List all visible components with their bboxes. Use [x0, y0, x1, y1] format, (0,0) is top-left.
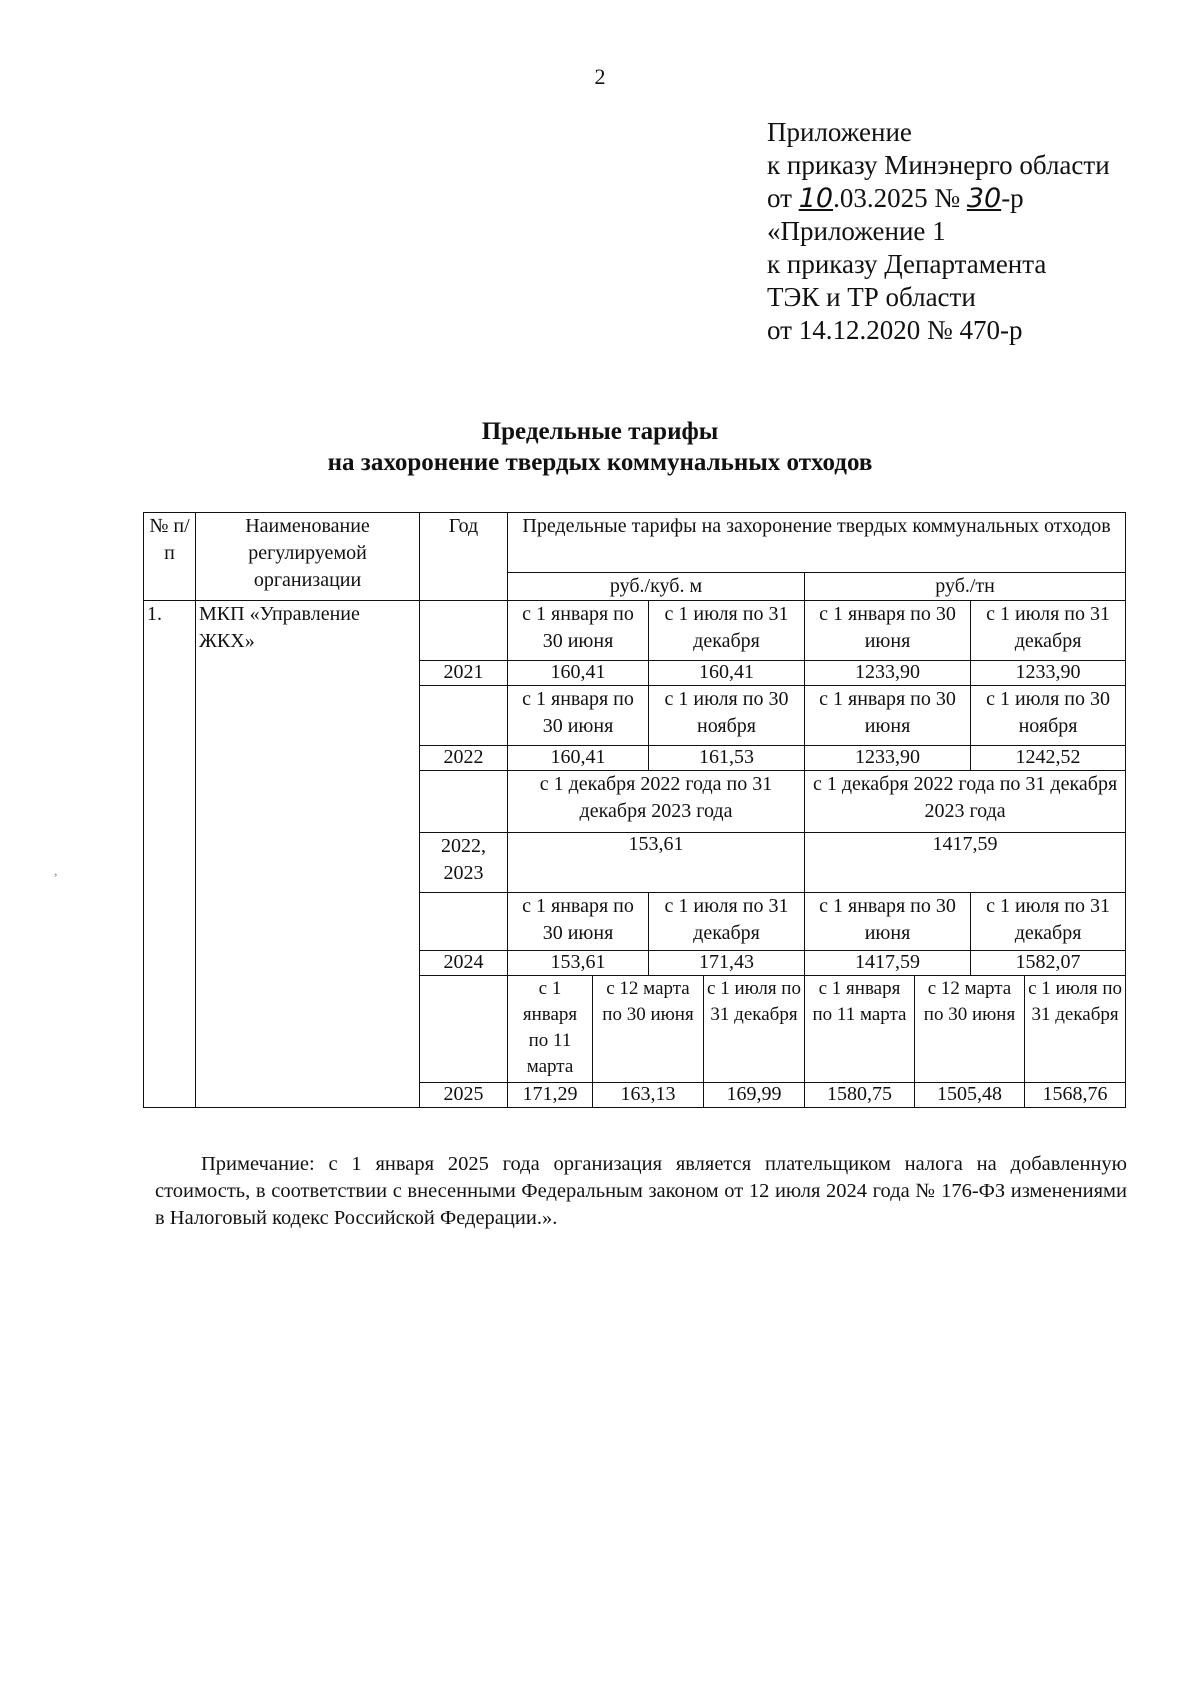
tariff-value: 169,99	[704, 1083, 805, 1108]
header-year: Год	[420, 513, 508, 601]
period-year-blank	[420, 686, 508, 746]
title-line: на захоронение твердых коммунальных отходов	[327, 449, 873, 476]
tariff-value: 160,41	[508, 746, 649, 771]
year-cell: 2022, 2023	[420, 833, 508, 893]
year-cell: 2021	[420, 661, 508, 686]
tariff-value: 1233,90	[805, 746, 971, 771]
period-cell: с 1 июля по 31 декабря	[704, 976, 805, 1083]
header-unit-m3: руб./куб. м	[508, 573, 805, 601]
period-cell: с 1 июля по 30 ноября	[971, 686, 1126, 746]
period-cell: с 1 июля по 31 декабря	[971, 601, 1126, 661]
row-number: 1.	[144, 601, 196, 1108]
tariff-value: 1505,48	[915, 1083, 1025, 1108]
organization-name: МКП «Управление ЖКХ»	[196, 601, 420, 1108]
date-rest: .03.2025 №	[833, 183, 967, 213]
period-cell: с 1 января по 30 июня	[805, 893, 971, 951]
period-cell: с 1 июля по 30 ноября	[649, 686, 805, 746]
tariff-value: 1582,07	[971, 951, 1126, 976]
period-cell: с 1 декабря 2022 года по 31 декабря 2023 года	[508, 771, 805, 833]
appendix-line: Приложение	[767, 117, 912, 147]
tariff-value: 1233,90	[971, 661, 1126, 686]
handwritten-day: 10	[798, 183, 834, 214]
appendix-line: к приказу Департамента	[767, 249, 1047, 279]
appendix-date-line	[767, 182, 1110, 215]
period-cell: с 12 марта по 30 июня	[593, 976, 704, 1083]
period-cell: с 1 января по 30 июня	[508, 601, 649, 661]
tariff-value: 1417,59	[805, 833, 1126, 893]
period-cell: с 1 января по 30 июня	[508, 686, 649, 746]
header-tariffs: Предельные тарифы на захоронение твердых коммунальных отходов	[508, 513, 1126, 573]
period-cell: с 1 января по 30 июня	[508, 893, 649, 951]
tariff-value: 1233,90	[805, 661, 971, 686]
page-number: 2	[594, 64, 606, 89]
tariff-value: 1580,75	[805, 1083, 915, 1108]
period-cell: с 1 июля по 31 декабря	[649, 893, 805, 951]
tariff-value: 1417,59	[805, 951, 971, 976]
period-cell: с 1 декабря 2022 года по 31 декабря 2023 года	[805, 771, 1126, 833]
scan-mark: ,	[54, 864, 58, 879]
handwritten-number: 30	[966, 183, 1002, 214]
tariff-value: 160,41	[649, 661, 805, 686]
appendix-line: от 14.12.2020 № 470-р	[767, 315, 1023, 345]
period-cell: с 1 июля по 31 декабря	[971, 893, 1126, 951]
period-cell: с 1 января по 11 марта	[508, 976, 593, 1083]
year-cell: 2022	[420, 746, 508, 771]
period-year-blank	[420, 893, 508, 951]
period-cell: с 1 июля по 31 декабря	[1025, 976, 1126, 1083]
period-cell: с 1 июля по 31 декабря	[649, 601, 805, 661]
year-cell: 2025	[420, 1083, 508, 1108]
tariff-value: 153,61	[508, 951, 649, 976]
appendix-line: ТЭК и ТР области	[767, 282, 976, 312]
tariff-value: 1568,76	[1025, 1083, 1126, 1108]
period-cell: с 12 марта по 30 июня	[915, 976, 1025, 1083]
appendix-block	[767, 116, 1110, 347]
tariff-value: 171,43	[649, 951, 805, 976]
tariff-value: 163,13	[593, 1083, 704, 1108]
tariff-value: 1242,52	[971, 746, 1126, 771]
period-year-blank	[420, 601, 508, 661]
tariff-value: 160,41	[508, 661, 649, 686]
period-year-blank	[420, 976, 508, 1083]
document-title	[0, 416, 1200, 478]
header-unit-t: руб./тн	[805, 573, 1126, 601]
appendix-line: «Приложение 1	[767, 216, 946, 246]
period-cell: с 1 января по 30 июня	[805, 601, 971, 661]
header-number: № п/п	[144, 513, 196, 601]
period-cell: с 1 января по 11 марта	[805, 976, 915, 1083]
tariff-value: 161,53	[649, 746, 805, 771]
title-line: Предельные тарифы	[481, 418, 719, 445]
appendix-line: к приказу Минэнерго области	[767, 150, 1110, 180]
tariff-value: 153,61	[508, 833, 805, 893]
year-cell: 2024	[420, 951, 508, 976]
number-suffix: -р	[1001, 183, 1024, 213]
header-organization: Наименование регулируемой организации	[196, 513, 420, 601]
period-year-blank	[420, 771, 508, 833]
date-prefix: от	[767, 183, 799, 213]
tariff-value: 171,29	[508, 1083, 593, 1108]
tariffs-table	[143, 512, 1126, 1108]
footnote: Примечание: с 1 января 2025 года организация является плательщиком налога на добавленную стоимость, в соответствии с внесенными Федеральным законом от 12 июля 2024 года № 176-ФЗ изменениями в Налоговый кодекс Российской Федерации.».	[155, 1153, 1127, 1229]
period-cell: с 1 января по 30 июня	[805, 686, 971, 746]
